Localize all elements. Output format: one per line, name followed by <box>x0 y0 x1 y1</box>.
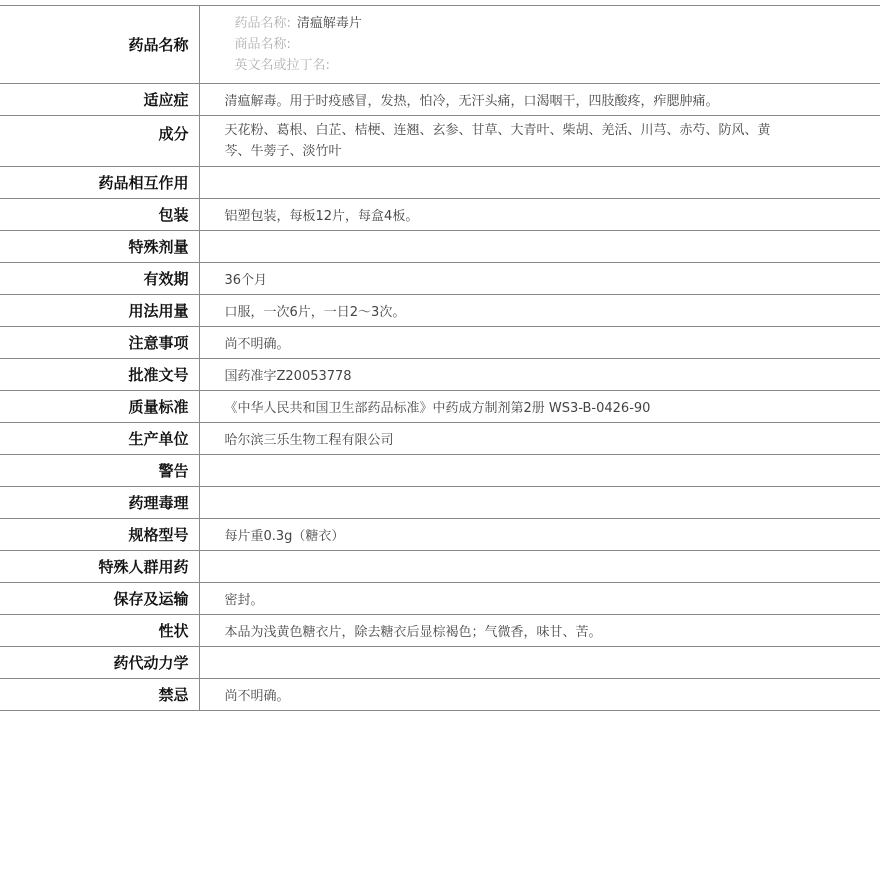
row-value <box>199 231 880 263</box>
row-value <box>199 167 880 199</box>
row-value <box>199 647 880 679</box>
table-row-special-populations <box>0 551 880 583</box>
row-value: 尚不明确。 <box>199 327 880 359</box>
row-label: 适应症 <box>0 84 199 116</box>
row-label: 性状 <box>0 615 199 647</box>
table-row-ingredients <box>0 116 880 167</box>
row-label: 注意事项 <box>0 327 199 359</box>
row-value <box>199 455 880 487</box>
generic-name-value: 清瘟解毒片 <box>296 16 362 31</box>
row-value: 本品为浅黄色糖衣片，除去糖衣后显棕褐色；气微香，味甘、苦。 <box>199 615 880 647</box>
row-value: 口服，一次6片，一日2～3次。 <box>199 295 880 327</box>
row-label: 禁忌 <box>0 679 199 711</box>
table-row-special-dosage <box>0 231 880 263</box>
row-label: 药理毒理 <box>0 487 199 519</box>
table-row-contraindications <box>0 679 880 711</box>
row-label: 生产单位 <box>0 423 199 455</box>
table-row-precautions <box>0 327 880 359</box>
english-name-label: 英文名或拉丁名: <box>234 58 330 73</box>
row-label: 药品名称 <box>0 6 199 84</box>
row-value: 每片重0.3g（糖衣） <box>199 519 880 551</box>
row-label: 特殊人群用药 <box>0 551 199 583</box>
row-label: 规格型号 <box>0 519 199 551</box>
table-row-indication <box>0 84 880 116</box>
table-row-quality-standard <box>0 391 880 423</box>
table-row-description <box>0 615 880 647</box>
row-value: 36个月 <box>199 263 880 295</box>
row-value: 铝塑包装，每板12片，每盒4板。 <box>199 199 880 231</box>
drug-name-block <box>225 7 880 82</box>
trade-name-label: 商品名称: <box>234 37 291 52</box>
table-row-storage <box>0 583 880 615</box>
row-value: 天花粉、葛根、白芷、桔梗、连翘、玄参、甘草、大青叶、柴胡、羌活、川芎、赤芍、防风、黄芩、牛蒡子、淡竹叶 <box>224 123 771 159</box>
row-value: 《中华人民共和国卫生部药品标准》中药成方制剂第2册 WS3-B-0426-90 <box>199 391 880 423</box>
row-label: 包装 <box>0 199 199 231</box>
row-value <box>199 487 880 519</box>
row-label: 警告 <box>0 455 199 487</box>
generic-name-label: 药品名称: <box>234 16 291 31</box>
row-value: 密封。 <box>199 583 880 615</box>
table-row-packaging <box>0 199 880 231</box>
table-row-warning <box>0 455 880 487</box>
table-row-approval-number <box>0 359 880 391</box>
row-label: 有效期 <box>0 263 199 295</box>
table-row-pharmacokinetics <box>0 647 880 679</box>
row-value: 清瘟解毒。用于时疫感冒，发热，怕冷，无汗头痛，口渴咽干，四肢酸疼，痄腮肿痛。 <box>199 84 880 116</box>
row-value: 尚不明确。 <box>199 679 880 711</box>
row-label: 特殊剂量 <box>0 231 199 263</box>
table-row-manufacturer <box>0 423 880 455</box>
row-label: 保存及运输 <box>0 583 199 615</box>
table-row-specification <box>0 519 880 551</box>
row-value <box>199 551 880 583</box>
row-label: 成分 <box>0 116 199 167</box>
row-value: 国药准字Z20053778 <box>199 359 880 391</box>
table-row-usage <box>0 295 880 327</box>
row-label: 质量标准 <box>0 391 199 423</box>
table-row-drug-name <box>0 6 880 84</box>
row-label: 药品相互作用 <box>0 167 199 199</box>
table-row-expiry <box>0 263 880 295</box>
drug-info-table <box>0 5 880 711</box>
row-label: 批准文号 <box>0 359 199 391</box>
row-value: 哈尔滨三乐生物工程有限公司 <box>199 423 880 455</box>
table-row-pharmacology <box>0 487 880 519</box>
row-label: 用法用量 <box>0 295 199 327</box>
row-label: 药代动力学 <box>0 647 199 679</box>
table-row-interactions <box>0 167 880 199</box>
